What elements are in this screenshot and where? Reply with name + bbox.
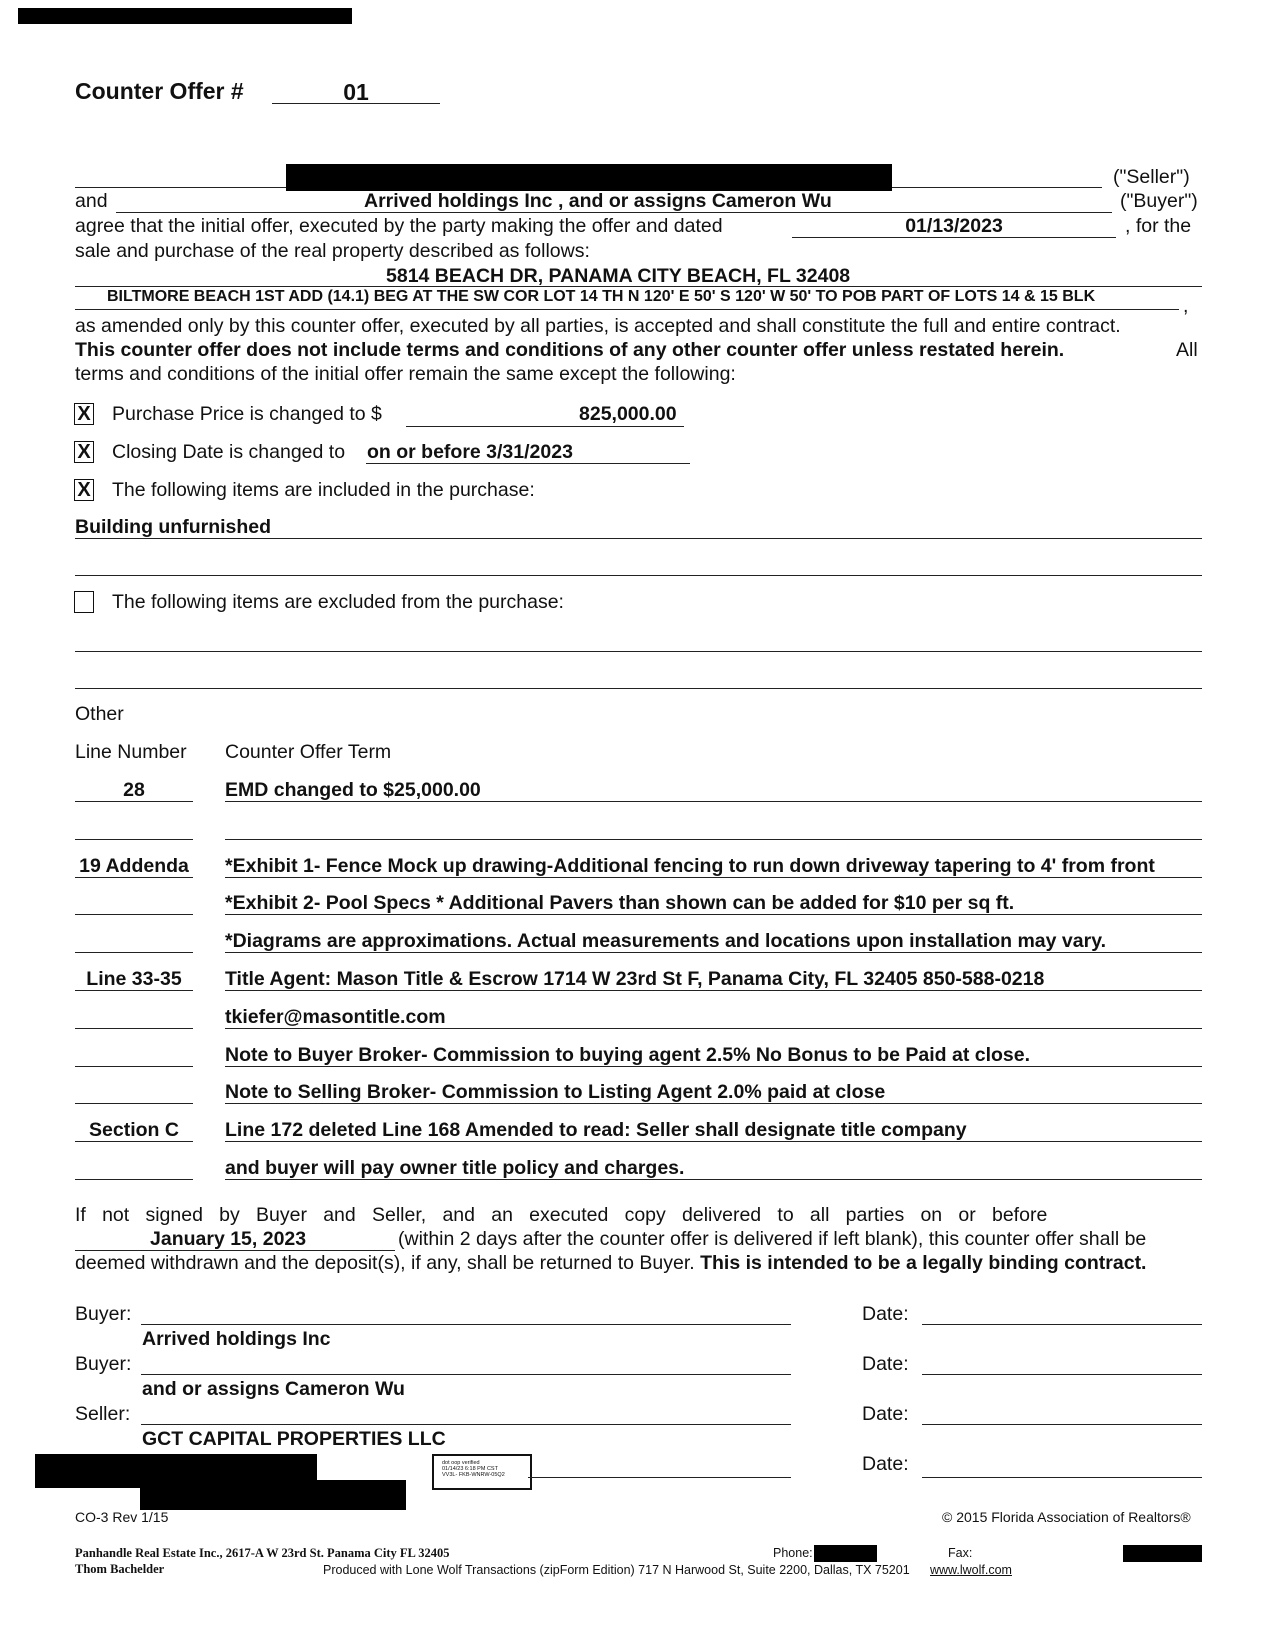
row-term[interactable]: Title Agent: Mason Title & Escrow 1714 W 23rd St F, Panama City, FL 32405 850-588-0218	[225, 968, 1045, 990]
legal-description-line	[75, 309, 1179, 310]
buyer1-label: Buyer:	[75, 1303, 132, 1325]
excluded-checkbox[interactable]	[74, 591, 94, 613]
seller-date-line[interactable]	[922, 1424, 1202, 1425]
phone-label: Phone:	[773, 1546, 813, 1560]
fax-label: Fax:	[948, 1546, 973, 1560]
row-line-number-underline	[75, 877, 193, 878]
closing-value[interactable]: on or before 3/31/2023	[367, 441, 573, 463]
buyer2-date-label: Date:	[862, 1353, 909, 1375]
buyer2-name: and or assigns Cameron Wu	[142, 1378, 405, 1400]
row-line-number[interactable]: Line 33-35	[86, 968, 182, 990]
copyright: © 2015 Florida Association of Realtors®	[942, 1509, 1191, 1525]
col-line-number: Line Number	[75, 741, 187, 763]
row-term-underline	[225, 990, 1202, 991]
row-term[interactable]: and buyer will pay owner title policy and charges.	[225, 1157, 685, 1179]
included-line-1	[75, 538, 1202, 539]
brokerage-address: Panhandle Real Estate Inc., 2617-A W 23rd St. Panama City FL 32405	[75, 1546, 450, 1560]
row-term-underline	[225, 1028, 1202, 1029]
deadline-line3-bold: This is intended to be a legally binding contract.	[700, 1252, 1147, 1274]
phone-redaction	[814, 1545, 877, 1562]
dotloop-verified-stamp	[432, 1454, 532, 1490]
row-line-number[interactable]: 28	[123, 779, 145, 801]
included-value[interactable]: Building unfurnished	[75, 516, 272, 538]
buyer2-signature-line[interactable]	[141, 1374, 791, 1375]
col-counter-offer-term: Counter Offer Term	[225, 741, 392, 763]
form-id: CO-3 Rev 1/15	[75, 1509, 169, 1525]
seller-signature-line[interactable]	[141, 1424, 791, 1425]
body-para2	[75, 338, 1198, 362]
row-term-underline	[225, 914, 1202, 915]
seller-date-label: Date:	[862, 1403, 909, 1425]
legal-description[interactable]: BILTMORE BEACH 1ST ADD (14.1) BEG AT THE SW COR LOT 14 TH N 120' E 50' S 120' W 50' TO POB PART OF LOTS 14 & 15 BLK	[107, 288, 1096, 305]
deadline-date[interactable]: January 15, 2023	[150, 1228, 307, 1250]
row-line-number-underline	[75, 1103, 193, 1104]
price-checkbox[interactable]: X	[74, 403, 94, 425]
row-term-underline	[225, 877, 1202, 878]
buyer-role-label: ("Buyer")	[1120, 190, 1198, 212]
excluded-line-1	[75, 651, 1202, 652]
closing-label: Closing Date is changed to	[112, 441, 346, 463]
row-term[interactable]: EMD changed to $25,000.00	[225, 779, 481, 801]
website-link[interactable]: www.lwolf.com	[930, 1563, 1012, 1577]
agree-text: agree that the initial offer, executed by the party making the offer and dated	[75, 215, 723, 237]
seller-name: GCT CAPITAL PROPERTIES LLC	[142, 1428, 446, 1450]
row-term[interactable]: *Exhibit 1- Fence Mock up drawing-Additional fencing to run down driveway tapering to 4' from front	[225, 855, 1155, 877]
deadline-line1: If not signed by Buyer and Seller, and an executed copy delivered to all parties on or before	[75, 1204, 1048, 1226]
row-line-number-underline	[75, 990, 193, 991]
row-line-number[interactable]: 19 Addenda	[79, 855, 189, 877]
redaction-bar-top	[18, 8, 352, 24]
row-line-number-underline	[75, 1179, 193, 1180]
closing-checkbox[interactable]: X	[74, 441, 94, 463]
row-term-underline	[225, 1066, 1202, 1067]
row-line-number-underline	[75, 839, 193, 840]
dotloop-stamp-line3: VV3L- FKB-WNRW-05Q2	[442, 1472, 505, 1478]
included-label: The following items are included in the purchase:	[112, 479, 535, 501]
dotloop-stamp-line1: dot oop verified	[442, 1460, 480, 1466]
row-line-number-underline	[75, 914, 193, 915]
body-para2-bold: This counter offer does not include terms and conditions of any other counter offer unless restated herein.	[75, 339, 1065, 361]
row-term-underline	[225, 952, 1202, 953]
buyer1-date-label: Date:	[862, 1303, 909, 1325]
row-term[interactable]: Line 172 deleted Line 168 Amended to read: Seller shall designate title company	[225, 1119, 967, 1141]
deadline-line2-tail: (within 2 days after the counter offer is delivered if left blank), this counter offer shall be	[398, 1228, 1147, 1250]
counter-offer-title: Counter Offer #	[75, 78, 244, 104]
row-term[interactable]: Note to Buyer Broker- Commission to buying agent 2.5% No Bonus to be Paid at close.	[225, 1044, 1031, 1066]
row-line-number-underline	[75, 801, 193, 802]
deadline-line3-text: deemed withdrawn and the deposit(s), if any, shall be returned to Buyer.	[75, 1252, 695, 1274]
seller2-date-line[interactable]	[922, 1477, 1202, 1478]
row-line-number-underline	[75, 1066, 193, 1067]
row-line-number-underline	[75, 1141, 193, 1142]
counter-offer-number[interactable]: 01	[343, 79, 369, 105]
buyer-line-redaction	[630, 164, 892, 190]
price-label: Purchase Price is changed to $	[112, 403, 382, 425]
seller2-date-label: Date:	[862, 1453, 909, 1475]
seller-signature-redaction-2	[140, 1480, 406, 1510]
buyer1-date-line[interactable]	[922, 1324, 1202, 1325]
and-label: and	[75, 190, 108, 212]
buyer1-signature-line[interactable]	[141, 1324, 791, 1325]
deadline-line3	[75, 1251, 1146, 1275]
body-para1: as amended only by this counter offer, executed by all parties, is accepted and shall constitute the full and entire contract.	[75, 315, 1121, 337]
offer-date[interactable]: 01/13/2023	[905, 215, 1003, 237]
buyer1-name: Arrived holdings Inc	[142, 1328, 331, 1350]
seller-label: Seller:	[75, 1403, 131, 1425]
for-the-text: , for the	[1125, 215, 1192, 237]
body-para2-tail: All	[1176, 339, 1198, 361]
buyer-name[interactable]: Arrived holdings Inc , and or assigns Cameron Wu	[364, 190, 832, 212]
included-checkbox[interactable]: X	[74, 479, 94, 501]
fax-redaction	[1123, 1545, 1202, 1562]
row-term-underline	[225, 1179, 1202, 1180]
row-term[interactable]: *Exhibit 2- Pool Specs * Additional Pavers than shown can be added for $10 per sq ft.	[225, 892, 1015, 914]
property-address[interactable]: 5814 BEACH DR, PANAMA CITY BEACH, FL 32408	[386, 265, 851, 287]
row-term[interactable]: Note to Selling Broker- Commission to Listing Agent 2.0% paid at close	[225, 1081, 886, 1103]
agent-name: Thom Bachelder	[75, 1562, 165, 1576]
row-term-underline	[225, 801, 1202, 802]
buyer2-label: Buyer:	[75, 1353, 132, 1375]
row-line-number[interactable]: Section C	[89, 1119, 179, 1141]
row-term-underline	[225, 1103, 1202, 1104]
row-term[interactable]: tkiefer@masontitle.com	[225, 1006, 446, 1028]
other-title: Other	[75, 703, 124, 725]
buyer2-date-line[interactable]	[922, 1374, 1202, 1375]
included-line-2	[75, 575, 1202, 576]
price-line	[406, 426, 684, 427]
excluded-line-2	[75, 688, 1202, 689]
row-line-number-underline	[75, 1028, 193, 1029]
excluded-label: The following items are excluded from the purchase:	[112, 591, 564, 613]
produced-with: Produced with Lone Wolf Transactions (zipForm Edition) 717 N Harwood St, Suite 2200, Dallas, TX 75201	[323, 1563, 910, 1577]
row-term-underline	[225, 1141, 1202, 1142]
price-value[interactable]: 825,000.00	[579, 403, 677, 425]
seller-date-line-2-left	[528, 1477, 791, 1478]
seller-role-label: ("Seller")	[1113, 166, 1190, 188]
row-line-number-underline	[75, 952, 193, 953]
row-term-underline	[225, 839, 1202, 840]
legal-comma: ,	[1183, 295, 1189, 317]
row-term[interactable]: *Diagrams are approximations. Actual measurements and locations upon installation may vary.	[225, 930, 1107, 952]
dotloop-stamp-line2: 01/14/23 6:18 PM CST	[442, 1466, 498, 1472]
body-para3: terms and conditions of the initial offer remain the same except the following:	[75, 363, 736, 385]
sale-text: sale and purchase of the real property described as follows:	[75, 240, 590, 262]
